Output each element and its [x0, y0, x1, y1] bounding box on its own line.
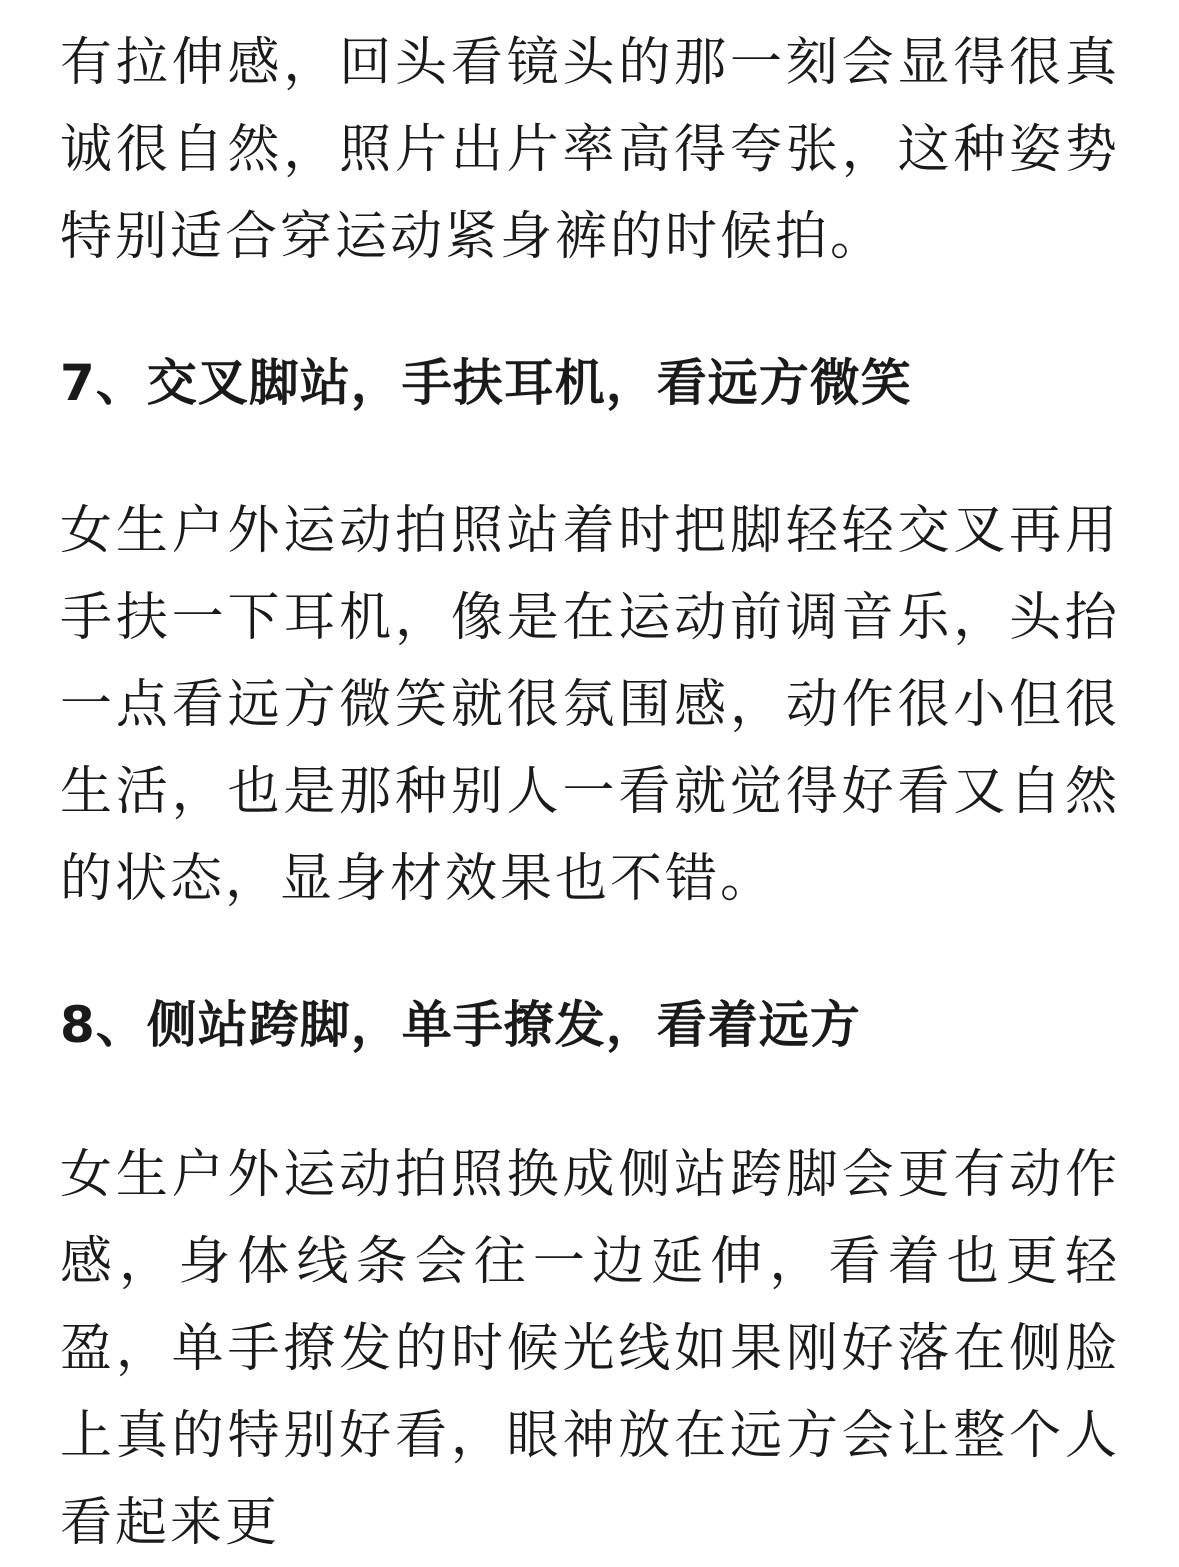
article-paragraph: 女生户外运动拍照换成侧站跨脚会更有动作感，身体线条会往一边延伸，看着也更轻盈，单手撩发的时候光线如果刚好落在侧脸上真的特别好看，眼神放在远方会让整个人看起来更: [60, 1145, 1120, 1553]
section-heading-8: 8、侧站跨脚，单手撩发，看着远方: [60, 996, 861, 1054]
section-heading-7: 7、交叉脚站，手扶耳机，看远方微笑: [60, 354, 912, 412]
article-paragraph: 女生户外运动拍照站着时把脚轻轻交叉再用手扶一下耳机，像是在运动前调音乐，头抬一点看远方微笑就很氛围感，动作很小但很生活，也是那种别人一看就觉得好看又自然的状态，显身材效果也不错。: [60, 501, 1120, 909]
article-paragraph: 有拉伸感，回头看镜头的那一刻会显得很真诚很自然，照片出片率高得夸张，这种姿势特别适合穿运动紧身裤的时候拍。: [60, 33, 1120, 267]
